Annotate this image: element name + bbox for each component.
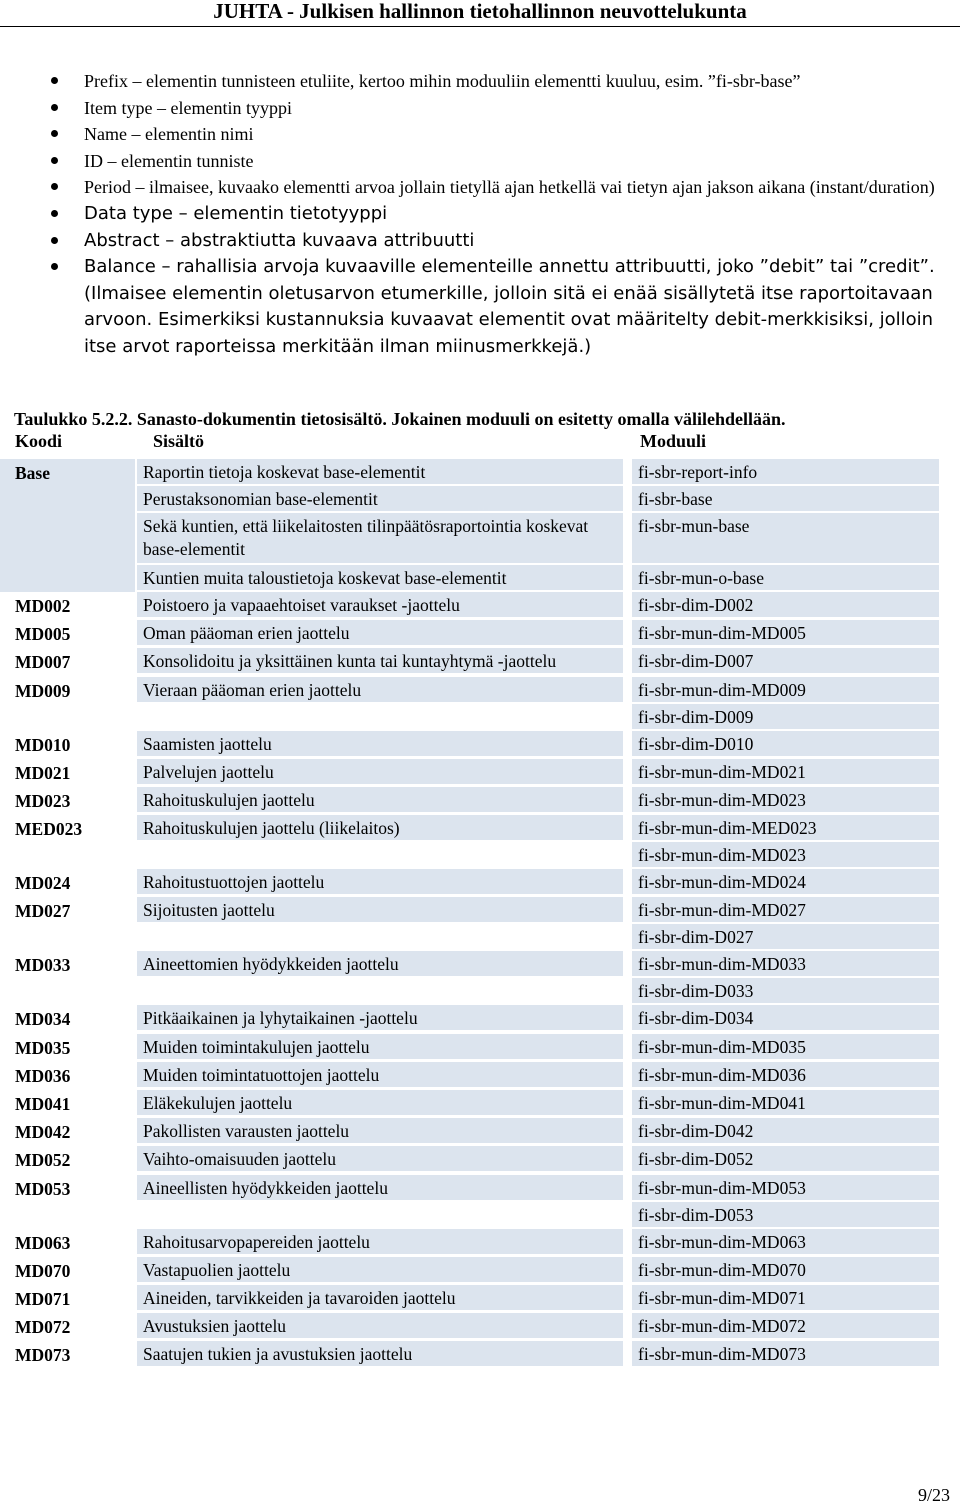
module-text: fi-sbr-mun-dim-MD063 — [632, 1229, 939, 1256]
content-cell — [137, 1285, 623, 1313]
page-header — [0, 0, 960, 27]
module-cell — [632, 1257, 939, 1285]
empty-cell — [137, 704, 623, 730]
code-cell: MED023 — [0, 815, 137, 869]
content-cell — [137, 1175, 623, 1229]
module-cell — [632, 677, 939, 731]
module-text: fi-sbr-mun-dim-MD009 — [632, 677, 939, 704]
table-row — [0, 1090, 960, 1118]
code-cell: MD010 — [0, 731, 137, 759]
module-text: fi-sbr-mun-dim-MD023 — [632, 787, 939, 814]
table-row — [0, 1313, 960, 1341]
attribute-list — [0, 68, 960, 361]
content-text: Saamisten jaottelu — [137, 731, 623, 758]
content-cell — [137, 1229, 623, 1257]
code-cell: Base — [0, 459, 137, 592]
table-row — [0, 1341, 960, 1369]
module-cell — [632, 1313, 939, 1341]
code-cell: MD052 — [0, 1146, 137, 1174]
table-row — [0, 869, 960, 897]
bullet-item: Abstract – abstraktiutta kuvaava attribuutti — [0, 228, 960, 255]
content-cell — [137, 731, 623, 759]
bullet-item: Data type – elementin tietotyyppi — [0, 201, 960, 228]
content-text: Aineiden, tarvikkeiden ja tavaroiden jaottelu — [137, 1285, 623, 1312]
module-cell — [632, 759, 939, 787]
module-text: fi-sbr-mun-dim-MD023 — [632, 842, 939, 869]
content-text: Rahoituskulujen jaottelu (liikelaitos) — [137, 815, 623, 842]
content-cell — [137, 1034, 623, 1062]
header-title: JUHTA - Julkisen hallinnon tietohallinnon neuvottelukunta — [213, 0, 747, 23]
module-text: fi-sbr-dim-D052 — [632, 1146, 939, 1173]
module-cell — [632, 1034, 939, 1062]
table-row — [0, 951, 960, 1005]
code-cell: MD034 — [0, 1005, 137, 1033]
content-text: Rahoitustuottojen jaottelu — [137, 869, 623, 896]
content-text: Palvelujen jaottelu — [137, 759, 623, 786]
code-cell: MD073 — [0, 1341, 137, 1369]
content-cell — [137, 1090, 623, 1118]
content-text: Pakollisten varausten jaottelu — [137, 1118, 623, 1145]
module-text: fi-sbr-mun-dim-MED023 — [632, 815, 939, 842]
module-cell — [632, 951, 939, 1005]
empty-cell — [137, 1202, 623, 1228]
content-cell — [137, 1341, 623, 1369]
content-cell — [137, 951, 623, 1005]
code-cell: MD024 — [0, 869, 137, 897]
content-cell — [137, 1257, 623, 1285]
table-row — [0, 459, 960, 592]
code-cell: MD002 — [0, 592, 137, 620]
bullet-item: Name – elementin nimi — [0, 121, 960, 148]
header-code: Koodi — [15, 431, 63, 451]
module-text: fi-sbr-mun-o-base — [632, 565, 939, 592]
content-text: Vastapuolien jaottelu — [137, 1257, 623, 1284]
code-cell: MD009 — [0, 677, 137, 731]
content-cell — [137, 620, 623, 648]
bullet-item: Item type – elementin tyyppi — [0, 95, 960, 122]
content-text: Muiden toimintatuottojen jaottelu — [137, 1062, 623, 1089]
code-cell: MD041 — [0, 1090, 137, 1118]
content-cell — [137, 459, 623, 592]
page-number: 9/23 — [917, 1485, 950, 1505]
module-cell — [632, 1005, 939, 1033]
module-text: fi-sbr-dim-D002 — [632, 592, 939, 619]
module-cell — [632, 592, 939, 620]
empty-cell — [137, 978, 623, 1004]
module-text: fi-sbr-mun-dim-MD036 — [632, 1062, 939, 1089]
code-cell: MD033 — [0, 951, 137, 1005]
module-text: fi-sbr-dim-D027 — [632, 924, 939, 951]
content-text: Muiden toimintakulujen jaottelu — [137, 1034, 623, 1061]
content-text: Raportin tietoja koskevat base-elementit — [137, 459, 623, 486]
module-text: fi-sbr-dim-D034 — [632, 1005, 939, 1032]
content-text: Vaihto-omaisuuden jaottelu — [137, 1146, 623, 1173]
module-text: fi-sbr-mun-dim-MD041 — [632, 1090, 939, 1117]
table-row — [0, 677, 960, 731]
module-text: fi-sbr-dim-D042 — [632, 1118, 939, 1145]
code-cell: MD053 — [0, 1175, 137, 1229]
empty-cell — [137, 842, 623, 868]
code-cell: MD070 — [0, 1257, 137, 1285]
bullet-item: Period – ilmaisee, kuvaako elementti arvoa jollain tietyllä ajan hetkellä vai tietyn ajan jakson aikana (instant/duration) — [0, 174, 960, 201]
content-cell — [137, 1146, 623, 1174]
module-cell — [632, 1341, 939, 1369]
module-text: fi-sbr-mun-dim-MD033 — [632, 951, 939, 978]
module-cell — [632, 815, 939, 869]
table-header — [0, 430, 960, 454]
module-text: fi-sbr-mun-dim-MD072 — [632, 1313, 939, 1340]
content-cell — [137, 1062, 623, 1090]
code-cell: MD036 — [0, 1062, 137, 1090]
content-cell — [137, 869, 623, 897]
module-cell — [632, 1062, 939, 1090]
code-cell: MD035 — [0, 1034, 137, 1062]
module-cell — [632, 1090, 939, 1118]
empty-cell — [137, 924, 623, 950]
module-cell — [632, 1175, 939, 1229]
content-text: Kuntien muita taloustietoja koskevat base-elementit — [137, 565, 623, 592]
content-text: Aineettomien hyödykkeiden jaottelu — [137, 951, 623, 978]
module-text: fi-sbr-dim-D053 — [632, 1202, 939, 1229]
module-cell — [632, 869, 939, 897]
content-text: Avustuksien jaottelu — [137, 1313, 623, 1340]
module-cell — [632, 620, 939, 648]
content-text: Rahoituskulujen jaottelu — [137, 787, 623, 814]
content-text: Aineellisten hyödykkeiden jaottelu — [137, 1175, 623, 1202]
content-text: Oman pääoman erien jaottelu — [137, 620, 623, 647]
module-text: fi-sbr-mun-dim-MD005 — [632, 620, 939, 647]
table-row — [0, 1257, 960, 1285]
content-cell — [137, 759, 623, 787]
content-cell — [137, 592, 623, 620]
module-text: fi-sbr-mun-dim-MD053 — [632, 1175, 939, 1202]
module-text: fi-sbr-report-info — [632, 459, 939, 486]
module-cell — [632, 1285, 939, 1313]
module-text: fi-sbr-mun-dim-MD070 — [632, 1257, 939, 1284]
bullet-item: ID – elementin tunniste — [0, 148, 960, 175]
code-cell: MD005 — [0, 620, 137, 648]
content-cell — [137, 1118, 623, 1146]
vocabulary-table — [0, 459, 960, 1370]
module-text: fi-sbr-mun-dim-MD035 — [632, 1034, 939, 1061]
bullet-item: Balance – rahallisia arvoja kuvaaville elementeille annettu attribuutti, joko ”debit” tai ”credit”. (Ilmaisee elementin oletusarvon etumerkille, jolloin sitä ei enää sisällytetä itse raportoitavaan arvoon. Esimerkiksi kustannuksia kuvaavat elementit ovat määritelty debit-merkkisiksi, jolloin itse arvot raporteissa merkitään ilman miinusmerkkejä.) — [0, 254, 960, 360]
table-row — [0, 759, 960, 787]
content-text: Pitkäaikainen ja lyhytaikainen -jaottelu — [137, 1005, 623, 1032]
content-cell — [137, 1313, 623, 1341]
code-cell: MD063 — [0, 1229, 137, 1257]
table-row — [0, 620, 960, 648]
module-text: fi-sbr-mun-dim-MD071 — [632, 1285, 939, 1312]
module-cell — [632, 1118, 939, 1146]
content-text: Perustaksonomian base-elementit — [137, 486, 623, 513]
module-text: fi-sbr-mun-base — [632, 513, 939, 565]
code-cell: MD027 — [0, 897, 137, 951]
table-row — [0, 731, 960, 759]
module-cell — [632, 787, 939, 815]
table-caption: Taulukko 5.2.2. Sanasto-dokumentin tietosisältö. Jokainen moduuli on esitetty omalla välilehdellään. — [14, 409, 786, 429]
table-row — [0, 1034, 960, 1062]
module-text: fi-sbr-base — [632, 486, 939, 513]
module-text: fi-sbr-dim-D033 — [632, 978, 939, 1005]
module-text: fi-sbr-dim-D010 — [632, 731, 939, 758]
module-text: fi-sbr-mun-dim-MD024 — [632, 869, 939, 896]
module-text: fi-sbr-mun-dim-MD021 — [632, 759, 939, 786]
table-row — [0, 1175, 960, 1229]
table-row — [0, 787, 960, 815]
module-text: fi-sbr-dim-D009 — [632, 704, 939, 731]
content-cell — [137, 815, 623, 869]
module-text: fi-sbr-mun-dim-MD027 — [632, 897, 939, 924]
header-content: Sisältö — [153, 431, 205, 451]
table-row — [0, 1005, 960, 1033]
code-cell: MD071 — [0, 1285, 137, 1313]
table-row — [0, 1062, 960, 1090]
bullet-item: Prefix – elementin tunnisteen etuliite, kertoo mihin moduuliin elementti kuuluu, esim. ”fi-sbr-base” — [0, 68, 960, 95]
content-text: Eläkekulujen jaottelu — [137, 1090, 623, 1117]
module-cell — [632, 731, 939, 759]
code-cell: MD042 — [0, 1118, 137, 1146]
module-cell — [632, 897, 939, 951]
module-cell — [632, 459, 939, 592]
table-row — [0, 592, 960, 620]
content-text: Vieraan pääoman erien jaottelu — [137, 677, 623, 704]
content-text: Konsolidoitu ja yksittäinen kunta tai kuntayhtymä -jaottelu — [137, 648, 623, 675]
table-row — [0, 897, 960, 951]
code-cell: MD021 — [0, 759, 137, 787]
table-row — [0, 1118, 960, 1146]
table-row — [0, 1146, 960, 1174]
code-cell: MD023 — [0, 787, 137, 815]
content-text: Sekä kuntien, että liikelaitosten tilinpäätösraportointia koskevat base-elementit — [137, 513, 623, 565]
content-text: Sijoitusten jaottelu — [137, 897, 623, 924]
module-text: fi-sbr-dim-D007 — [632, 648, 939, 675]
table-row — [0, 1285, 960, 1313]
content-cell — [137, 787, 623, 815]
content-cell — [137, 648, 623, 676]
table-row — [0, 1229, 960, 1257]
code-cell: MD072 — [0, 1313, 137, 1341]
module-cell — [632, 1229, 939, 1257]
module-text: fi-sbr-mun-dim-MD073 — [632, 1341, 939, 1368]
module-cell — [632, 648, 939, 676]
content-cell — [137, 1005, 623, 1033]
table-row — [0, 648, 960, 676]
content-text: Poistoero ja vapaaehtoiset varaukset -jaottelu — [137, 592, 623, 619]
content-text: Rahoitusarvopapereiden jaottelu — [137, 1229, 623, 1256]
content-text: Saatujen tukien ja avustuksien jaottelu — [137, 1341, 623, 1368]
module-cell — [632, 1146, 939, 1174]
header-module: Moduuli — [640, 431, 707, 451]
content-cell — [137, 897, 623, 951]
code-cell: MD007 — [0, 648, 137, 676]
content-cell — [137, 677, 623, 731]
table-row — [0, 815, 960, 869]
